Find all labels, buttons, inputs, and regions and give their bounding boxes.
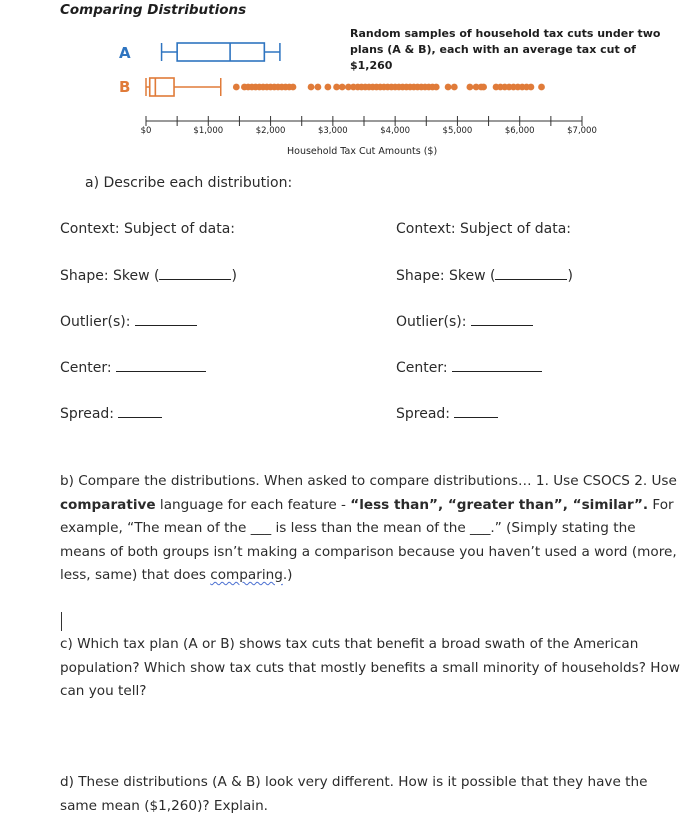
spread-blank-b[interactable] — [454, 405, 498, 418]
text-cursor — [61, 612, 62, 631]
outliers-blank-a[interactable] — [135, 313, 197, 326]
part-b-comparative-words: “less than”, “greater than”, “similar”. — [350, 496, 649, 513]
x-axis-tick-label: $4,000 — [380, 126, 411, 136]
boxplot-a — [162, 43, 280, 61]
spread-label-a: Spread: — [60, 406, 119, 422]
part-b-word-comparing: comparing — [210, 567, 283, 583]
outliers-label-a: Outlier(s): — [60, 314, 135, 330]
outliers-label-b: Outlier(s): — [396, 314, 471, 330]
outlier-dot — [315, 84, 322, 91]
x-axis-tick-label: $2,000 — [255, 126, 286, 136]
part-b-text-9: .) — [282, 567, 293, 583]
chart-caption: Random samples of household tax cuts under two plans (A & B), each with an average tax cut of $1,260 — [350, 27, 661, 72]
part-b-paragraph — [60, 470, 685, 588]
outlier-dot — [451, 84, 458, 91]
shape-label-a: Shape: Skew ( — [60, 268, 160, 284]
distribution-chart — [0, 0, 697, 170]
center-blank-a[interactable] — [116, 359, 206, 372]
outlier-dot — [433, 84, 440, 91]
x-axis-tick-label: $5,000 — [442, 126, 473, 136]
context-label-b: Context: Subject of data: — [396, 221, 571, 237]
outlier-dots-b — [233, 84, 545, 91]
outlier-dot — [290, 84, 297, 91]
center-field-b — [396, 359, 542, 376]
outliers-field-a — [60, 313, 197, 330]
boxplot-b — [146, 78, 221, 96]
outlier-dot — [538, 84, 545, 91]
part-b-text-6: is less than the mean of the — [271, 520, 471, 536]
boxplot-a-box — [177, 43, 264, 61]
x-axis-tick-label: $7,000 — [567, 126, 597, 136]
x-axis-title: Household Tax Cut Amounts ($) — [287, 146, 438, 157]
part-b-text-5: For example, “The mean of the — [60, 496, 674, 536]
part-b-keyword-comparative: comparative — [60, 496, 156, 513]
shape-label-b: Shape: Skew ( — [396, 268, 496, 284]
spread-field-b — [396, 405, 498, 422]
part-b-blank-1: ___ — [250, 520, 272, 536]
shape-close-b: ) — [567, 268, 573, 284]
shape-blank-a[interactable] — [159, 267, 231, 280]
outlier-dot — [324, 84, 331, 91]
center-label-b: Center: — [396, 360, 453, 376]
shape-field-b — [396, 267, 573, 284]
context-label-a: Context: Subject of data: — [60, 221, 235, 237]
x-axis-tick-label: $1,000 — [193, 126, 224, 136]
part-b-text-7: .” (Simply stating the means of both groups isn’t making a comparison because you haven’t used a word (more, less, same) that does — [60, 520, 677, 583]
spread-label-b: Spread: — [396, 406, 455, 422]
category-label-a: A — [119, 44, 131, 62]
category-label-b: B — [119, 78, 131, 96]
part-b-text-3: language for each feature - — [155, 496, 351, 513]
shape-field-a — [60, 267, 237, 284]
outlier-dot — [308, 84, 315, 91]
outliers-blank-b[interactable] — [471, 313, 533, 326]
center-blank-b[interactable] — [452, 359, 542, 372]
center-label-a: Center: — [60, 360, 117, 376]
outlier-dot — [233, 84, 240, 91]
shape-close-a: ) — [231, 268, 237, 284]
outlier-dot — [445, 84, 452, 91]
spread-blank-a[interactable] — [118, 405, 162, 418]
outlier-dot — [466, 84, 473, 91]
spread-field-a — [60, 405, 162, 422]
x-axis-tick-label: $3,000 — [317, 126, 348, 136]
outliers-field-b — [396, 313, 533, 330]
part-b-blank-2: ___ — [470, 520, 491, 536]
x-axis-tick-label: $0 — [140, 126, 152, 136]
shape-blank-b[interactable] — [495, 267, 567, 280]
outlier-dot — [480, 84, 487, 91]
center-field-a — [60, 359, 206, 376]
outlier-dot — [339, 84, 346, 91]
x-axis-tick-label: $6,000 — [504, 126, 535, 136]
part-c-question: c) Which tax plan (A or B) shows tax cuts that benefit a broad swath of the American population? Which show tax cuts that mostly benefits a small minority of households? How can you tell? — [60, 636, 680, 699]
outlier-dot — [528, 84, 535, 91]
part-d-question: d) These distributions (A & B) look very different. How is it possible that they have the same mean ($1,260)? Explain. — [60, 774, 648, 814]
page-title: Comparing Distributions — [60, 2, 247, 18]
part-a-prompt: a) Describe each distribution: — [85, 175, 293, 191]
boxplot-b-box — [150, 78, 174, 96]
part-b-text-1: b) Compare the distributions. When asked to compare distributions… 1. Use CSOCS 2. Use — [60, 473, 677, 489]
x-axis — [141, 116, 597, 136]
